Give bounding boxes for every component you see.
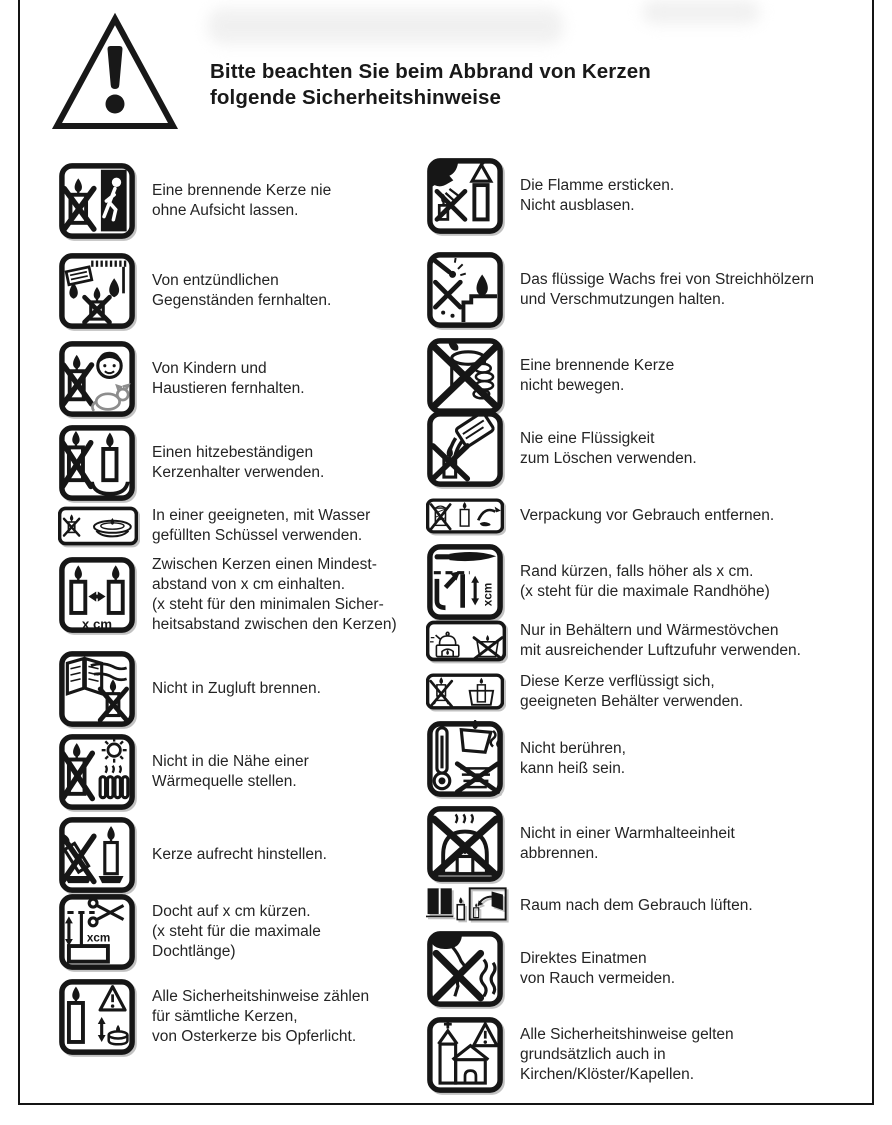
safety-text [520,672,743,712]
safety-item [426,1016,734,1094]
safety-text [520,824,735,864]
title-line-1: Bitte beachten Sie beim Abbrand von Kerzen [210,60,651,83]
remove-packaging-icon [426,498,508,534]
no-heat-source-icon [58,733,140,811]
safety-item [58,978,369,1056]
text-line: Nicht in die Nähe einer [152,753,309,770]
text-line: Direktes Einatmen [520,950,647,967]
smother-flame-icon [426,157,508,235]
text-line: Gegenständen fernhalten. [152,292,332,309]
text-line: Dochtlänge) [152,943,236,960]
safety-item [58,893,321,971]
safety-item [426,498,774,534]
text-line: Nie eine Flüssigkeit [520,430,655,447]
text-line: (x steht für die maximale Randhöhe) [520,583,770,600]
safety-item [58,162,331,240]
safety-item [58,816,327,894]
safety-text [520,176,674,216]
text-line: (x steht für den minimalen Sicher- [152,596,384,613]
safety-item [426,720,626,798]
text-line: Kerzenhalter verwenden. [152,464,325,481]
text-line: Die Flamme ersticken. [520,177,675,194]
no-liquid-extinguish-icon [426,410,508,488]
text-line: Docht auf x cm kürzen. [152,903,311,920]
text-line: (x steht für die maximale [152,923,321,940]
safety-text [152,902,321,962]
text-line: von Rauch vermeiden. [520,970,676,987]
ventilated-container-icon [426,620,508,662]
text-line: Nicht in Zugluft brennen. [152,680,321,697]
safety-text [520,270,814,310]
text-line: Wärmequelle stellen. [152,773,297,790]
church-rules-icon [426,1016,508,1094]
text-line: Von Kindern und [152,360,267,377]
safety-item [58,424,324,502]
text-line: Nicht berühren, [520,740,626,757]
text-line: Eine brennende Kerze [520,357,675,374]
safety-text [152,987,369,1047]
trim-rim-icon [426,543,508,621]
text-line: ohne Aufsicht lassen. [152,202,299,219]
safety-text [520,621,801,661]
text-line: Eine brennende Kerze nie [152,182,332,199]
safety-text [152,752,309,792]
safety-text [152,359,305,399]
safety-item [58,252,331,330]
safety-text [152,506,370,546]
safety-item [58,506,370,546]
text-line: Nicht ausblasen. [520,197,635,214]
safety-item [426,805,735,883]
clean-wax-icon [426,251,508,329]
no-smoke-inhale-icon [426,930,508,1008]
text-line: Diese Kerze verflüssigt sich, [520,672,715,690]
scan-artifact [208,8,563,44]
text-line: abstand von x cm einhalten. [152,576,346,593]
safety-text [520,429,697,469]
text-line: Rand kürzen, falls höher als x cm. [520,563,754,580]
text-line: Haustieren fernhalten. [152,380,305,397]
text-line: für sämtliche Kerzen, [152,1008,298,1025]
safety-text [152,845,327,865]
no-draft-icon [58,650,140,728]
text-line: Raum nach dem Gebrauch lüften. [520,896,753,914]
safety-text [520,949,675,989]
text-line: zum Löschen verwenden. [520,450,697,467]
safety-text [152,443,324,483]
text-line: nicht bewegen. [520,377,625,394]
text-line: Einen hitzebeständigen [152,444,314,461]
text-line: Das flüssige Wachs frei von Streichhölzern [520,271,815,288]
safety-text [152,679,321,699]
safety-text [520,1025,734,1085]
text-line: Kerze aufrecht hinstellen. [152,846,327,863]
text-line: von Osterkerze bis Opferlicht. [152,1028,357,1045]
candle-distance-icon [58,556,140,634]
text-line: abbrennen. [520,845,599,862]
all-candle-types-icon [58,978,140,1056]
safety-item [426,543,770,621]
liquefying-candle-icon [426,673,508,710]
safety-item [426,886,753,925]
safety-item [58,556,397,634]
text-line: Alle Sicherheitshinweise gelten [520,1026,734,1043]
text-line: In einer geeigneten, mit Wasser [152,507,371,524]
safety-text [520,896,753,916]
safety-text [520,356,674,396]
text-line: kann heiß sein. [520,760,626,777]
text-line: Alle Sicherheitshinweise zählen [152,988,370,1005]
text-line: geeigneten Behälter verwenden. [520,692,744,710]
no-food-warmer-icon [426,805,508,883]
no-moving-icon [426,337,508,415]
text-line: Von entzündlichen [152,272,279,289]
text-line: und Verschmutzungen halten. [520,291,726,308]
safety-item [426,673,743,710]
water-bowl-icon [58,506,140,546]
safety-text [152,181,331,221]
safety-item [426,157,674,235]
safety-text [152,555,397,635]
text-line: Nur in Behältern und Wärmestövchen [520,622,779,639]
safety-item [58,650,321,728]
safety-text [520,739,626,779]
text-line: Zwischen Kerzen einen Mindest- [152,556,377,573]
safety-text [520,562,770,602]
safety-item [58,340,305,418]
safety-text [152,271,331,311]
keep-from-children-pets-icon [58,340,140,418]
text-line: Verpackung vor Gebrauch entfernen. [520,507,775,524]
safety-item [426,410,697,488]
safety-item [426,930,675,1008]
hot-surface-icon [426,720,508,798]
safety-item [426,620,801,662]
trim-wick-icon [58,893,140,971]
title-line-2: folgende Sicherheitshinweise [210,86,502,109]
text-line: Nicht in einer Warmhalteeinheit [520,825,735,842]
safety-item [426,251,814,329]
page-title [210,59,651,111]
heat-resistant-holder-icon [58,424,140,502]
safety-item [426,337,674,415]
ventilate-room-icon [426,886,508,925]
svg-text:xcm: xcm [86,931,111,945]
keep-from-flammables-icon [58,252,140,330]
text-line: mit ausreichender Luftzufuhr verwenden. [520,642,801,659]
safety-text [520,506,774,526]
text-line: heitsabstand zwischen den Kerzen) [152,616,397,633]
upright-icon [58,816,140,894]
safety-item [58,733,309,811]
text-line: Kirchen/Klöster/Kapellen. [520,1066,695,1083]
scan-artifact [642,0,760,24]
svg-text:xcm: xcm [481,582,495,607]
svg-text:x cm: x cm [81,616,113,632]
warning-triangle-icon [50,12,180,139]
no-unattended-icon [58,162,140,240]
text-line: grundsätzlich auch in [520,1046,666,1063]
text-line: gefüllten Schüssel verwenden. [152,527,363,544]
